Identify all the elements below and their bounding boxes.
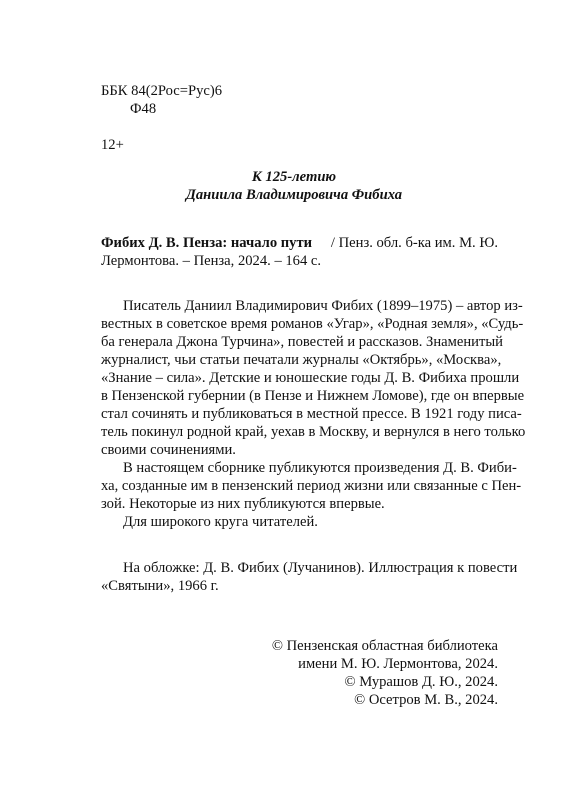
annotation-p1-line-2: вестных в советское время романов «Угар», «Родная земля», «Судь- — [101, 316, 524, 332]
annotation-p1-line-1: Писатель Даниил Владимирович Фибих (1899–1975) – автор из- — [123, 298, 523, 314]
annotation-p1-line-3: ба генерала Джона Турчина», повестей и рассказов. Знаменитый — [101, 334, 503, 350]
annotation-p1-line-9: своими сочинениями. — [101, 442, 236, 458]
author-sign: Ф48 — [130, 101, 157, 117]
annotation-p2-line-2: ха, созданные им в пензенский период жизни или связанные с Пен- — [101, 478, 522, 494]
annotation-p2-line-3: зой. Некоторые из них публикуются впервые. — [101, 496, 385, 512]
annotation-p1-line-6: в Пензенской губернии (в Пензе и Нижнем Ломове), где он впервые — [101, 388, 525, 404]
annotation-p1-line-7: стал сочинять и публиковаться в местной прессе. В 1921 году писа- — [101, 406, 522, 422]
copyright-line-4: © Осетров М. В., 2024. — [354, 692, 498, 708]
dedication-line-1: К 125-летию — [251, 169, 337, 185]
copyright-line-3: © Мурашов Д. Ю., 2024. — [344, 674, 498, 690]
annotation-p1-line-8: тель покинул родной край, уехав в Москву, и вернулся в него только — [101, 424, 526, 440]
annotation-p1-line-5: «Знание – сила». Детские и юношеские годы Д. В. Фибиха прошли — [101, 370, 520, 386]
annotation-audience: Для широкого круга читателей. — [123, 514, 318, 530]
annotation-p1-line-4: журналист, чьи статьи печатали журналы «Октябрь», «Москва», — [101, 352, 502, 368]
bibliographic-line-1 — [101, 235, 498, 252]
copyright-line-2: имени М. Ю. Лермонтова, 2024. — [298, 656, 498, 672]
bbk-index: ББК 84(2Рос=Рус)6 — [101, 83, 223, 99]
age-rating: 12+ — [101, 137, 124, 153]
bibliographic-line-2: Лермонтова. – Пенза, 2024. – 164 с. — [101, 253, 322, 269]
dedication-line-2: Даниила Владимировича Фибиха — [185, 187, 403, 203]
bibliographic-rest: / Пенз. обл. б-ка им. М. Ю. — [327, 235, 498, 251]
copyright-line-1: © Пензенская областная библиотека — [271, 638, 498, 654]
cover-note-line-1: На обложке: Д. В. Фибих (Лучанинов). Иллюстрация к повести — [123, 560, 518, 576]
annotation-p2-line-1: В настоящем сборнике публикуются произведения Д. В. Фиби- — [123, 460, 517, 476]
book-title-bold: Фибих Д. В. Пенза: начало пути — [101, 235, 313, 251]
cover-note-line-2: «Святыни», 1966 г. — [101, 578, 219, 594]
